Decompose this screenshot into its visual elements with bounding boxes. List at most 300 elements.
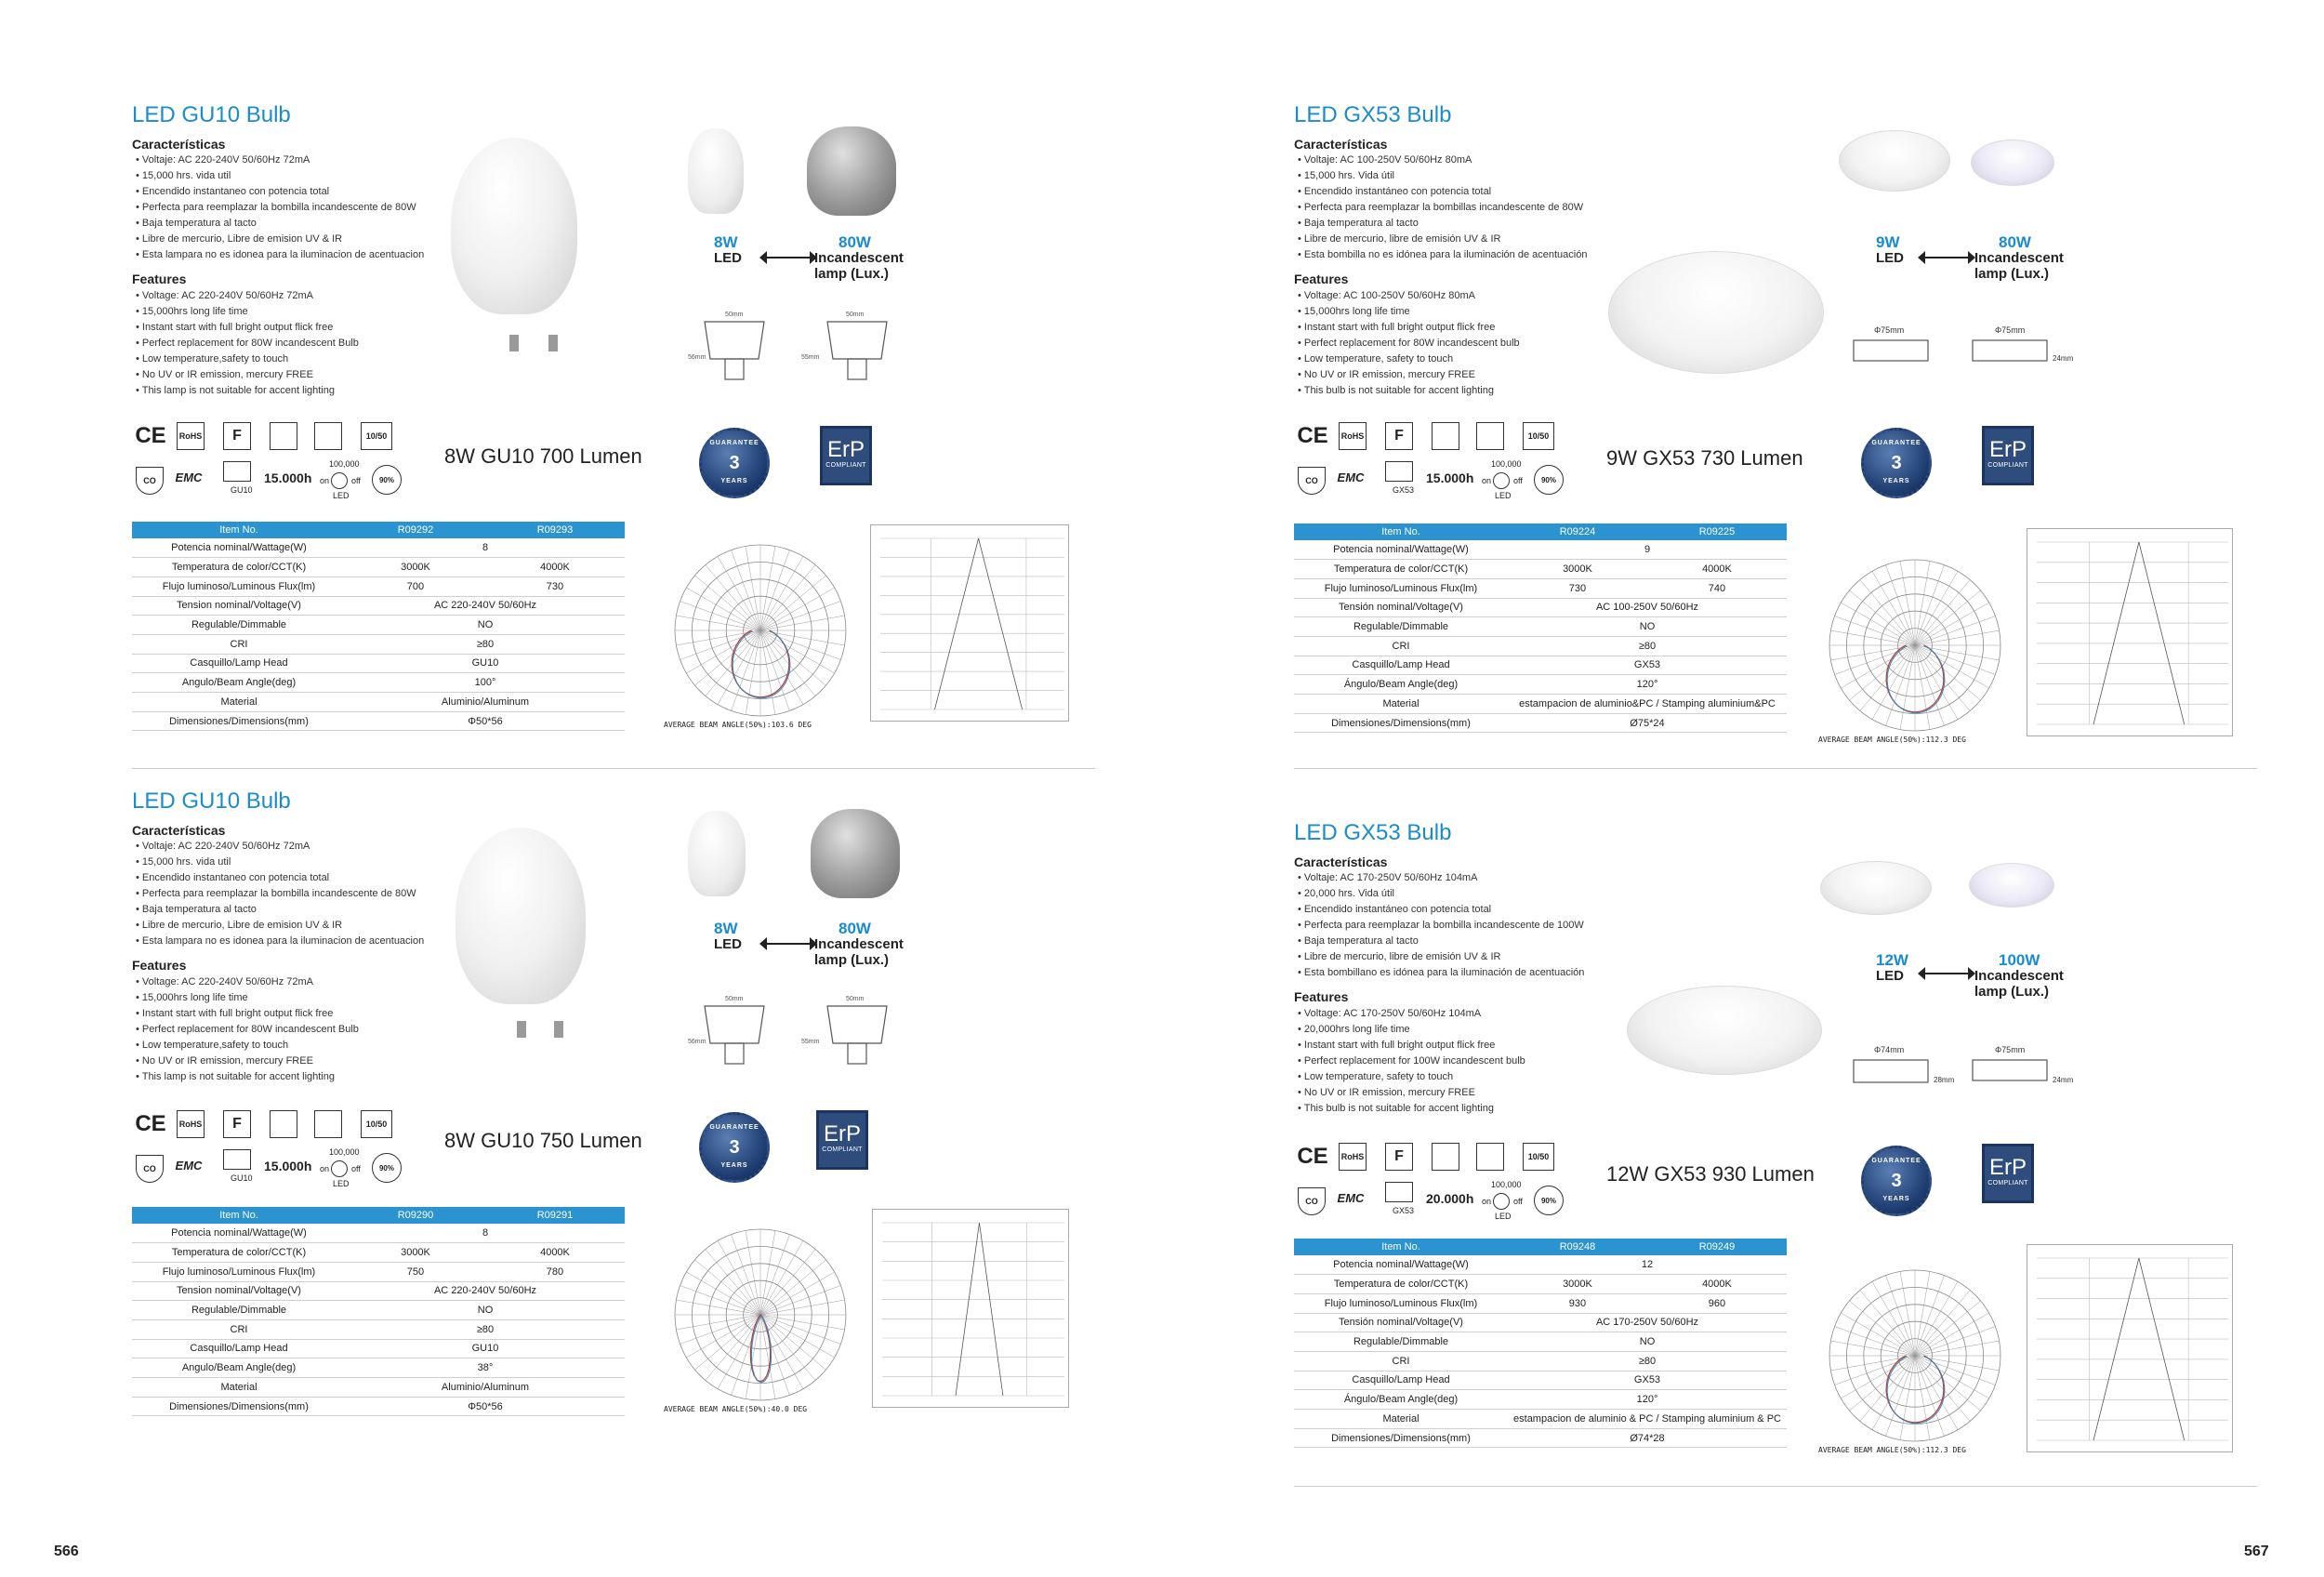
- inc-label: Incandescent: [814, 936, 904, 952]
- spec-value: AC 170-250V 50/60Hz: [1508, 1313, 1787, 1332]
- table-row: [132, 538, 625, 558]
- weee-bin-icon: [1476, 422, 1504, 450]
- spec-value: 700: [346, 576, 485, 596]
- feature-item: • Low temperature,safety to touch: [136, 1038, 359, 1054]
- guarantee-badge: [699, 1112, 770, 1183]
- feature-item: • Voltage: AC 220-240V 50/60Hz 72mA: [136, 974, 359, 990]
- features-heading: Features: [1294, 272, 1349, 286]
- model-name: 8W GU10 750 Lumen: [444, 1129, 642, 1152]
- caracteristicas-heading: Características: [132, 823, 226, 838]
- caracteristica-item: • Encendido instantaneo con potencia total: [136, 870, 424, 886]
- indoor-use-icon: [1432, 1143, 1459, 1171]
- model-name: 8W GU10 700 Lumen: [444, 444, 642, 468]
- feature-item: • Perfect replacement for 80W incandescent Bulb: [136, 336, 359, 351]
- spec-table: [132, 522, 625, 731]
- gu10-metal-photo: [807, 126, 896, 216]
- spec-value: 120°: [1508, 1390, 1787, 1410]
- average-beam-angle: AVERAGE BEAM ANGLE(50%):40.0 DEG: [664, 1405, 808, 1413]
- dim-label: 50mm: [725, 311, 744, 318]
- feature-item: • 20,000hrs long life time: [1298, 1022, 1525, 1038]
- inc-watt: 80W: [838, 233, 871, 251]
- incandescent-compare: [1974, 952, 2064, 1000]
- feature-item: • Perfect replacement for 100W incandescent bulb: [1298, 1054, 1525, 1069]
- erp-label: ErP: [823, 1121, 861, 1146]
- features-list: [136, 288, 359, 399]
- certification-icons: [1294, 1139, 1573, 1223]
- led-small-label: LED: [1495, 491, 1512, 500]
- spec-label: Temperatura de color/CCT(K): [1294, 1275, 1508, 1294]
- spec-value: AC 100-250V 50/60Hz: [1508, 598, 1787, 617]
- table-row: [1294, 1293, 1787, 1313]
- spec-label: Regulable/Dimmable: [132, 1301, 346, 1320]
- feature-item: • Instant start with full bright output flick free: [136, 1006, 359, 1022]
- features-heading: Features: [132, 272, 187, 286]
- spec-value: ≥80: [1508, 1351, 1787, 1371]
- co-icon: CO: [136, 467, 164, 495]
- spec-value: Ø75*24: [1508, 713, 1787, 733]
- power-on-off-icon: [331, 472, 348, 489]
- table-row: [1294, 598, 1787, 617]
- feature-item: • This lamp is not suitable for accent lighting: [136, 1069, 359, 1085]
- spec-label: Temperatura de color/CCT(K): [1294, 560, 1508, 579]
- spec-value: GU10: [346, 654, 625, 673]
- gu10-small-photo: [688, 128, 744, 214]
- spec-value: 100°: [346, 673, 625, 693]
- spec-value: Aluminio/Aluminum: [346, 1378, 625, 1398]
- table-row: [1294, 1371, 1787, 1390]
- gu10-pin: [509, 335, 519, 351]
- table-row: [1294, 1390, 1787, 1410]
- inc-lux: lamp (Lux.): [1974, 984, 2050, 1000]
- off-label: off: [1513, 476, 1523, 485]
- table-header-cell: R09248: [1508, 1239, 1647, 1255]
- spec-label: Dimensiones/Dimensions(mm): [1294, 713, 1508, 733]
- spec-label: Flujo luminoso/Luminous Flux(lm): [132, 1262, 346, 1281]
- table-row: [132, 1397, 625, 1416]
- features-heading: Features: [1294, 989, 1349, 1004]
- spec-label: Ángulo/Beam Angle(deg): [1294, 675, 1508, 695]
- badge-years: 3: [729, 1136, 740, 1158]
- caracteristica-item: • Encendido instantáneo con potencia total: [1298, 184, 1587, 200]
- spec-table: [1294, 1239, 1787, 1448]
- cycles-label: 100,000: [1491, 459, 1522, 469]
- features-list: [1298, 288, 1520, 399]
- table-header-cell: Item No.: [132, 1207, 346, 1224]
- spec-value: Aluminio/Aluminum: [346, 693, 625, 712]
- caracteristica-item: • Baja temperatura al tacto: [1298, 934, 1584, 949]
- compare-arrow: [764, 943, 812, 945]
- table-row: [132, 616, 625, 635]
- gu10-dimension-drawing: [688, 987, 911, 1084]
- on-label: on: [1482, 476, 1492, 485]
- base-icon: [223, 1149, 251, 1170]
- model-name: 9W GX53 730 Lumen: [1606, 446, 1803, 470]
- polar-light-distribution: [654, 526, 866, 733]
- co-icon: CO: [136, 1155, 164, 1183]
- inc-label: Incandescent: [814, 250, 904, 266]
- base-label: GU10: [231, 1173, 253, 1183]
- table-row: [132, 634, 625, 654]
- erp-compliant-badge: [820, 426, 872, 485]
- feature-item: • Instant start with full bright output flick free: [136, 320, 359, 336]
- table-header-cell: R09249: [1647, 1239, 1787, 1255]
- table-row: [1294, 1332, 1787, 1352]
- table-row: [1294, 578, 1787, 598]
- erp-compliant: COMPLIANT: [825, 462, 866, 469]
- ratio-icon: 10/50: [361, 422, 392, 450]
- erp-compliant: COMPLIANT: [1987, 1180, 2028, 1186]
- feature-item: • Instant start with full bright output flick free: [1298, 320, 1520, 336]
- base-icon: [1385, 1182, 1413, 1202]
- spec-value: AC 220-240V 50/60Hz: [346, 1281, 625, 1301]
- compare-arrow: [764, 257, 812, 258]
- incandescent-compare: [814, 234, 904, 282]
- caracteristica-item: • 15,000 hrs. vida util: [136, 168, 424, 184]
- caracteristica-item: • Esta lampara no es idonea para la iluminacion de acentuacion: [136, 247, 424, 263]
- cone-outline: [2093, 1258, 2185, 1440]
- spec-value: Ø74*28: [1508, 1428, 1787, 1448]
- emc-icon: EMC: [1337, 1190, 1365, 1205]
- table-row: [1294, 1275, 1787, 1294]
- weee-bin-icon: [314, 422, 342, 450]
- f-mark-icon: F: [1385, 422, 1413, 450]
- inc-lux: lamp (Lux.): [1974, 266, 2050, 282]
- caracteristica-item: • Baja temperatura al tacto: [136, 902, 424, 918]
- inc-watt: 80W: [1999, 233, 2031, 251]
- spec-value: estampacion de aluminio&PC / Stamping aluminium&PC: [1508, 695, 1787, 714]
- spec-label: Casquillo/Lamp Head: [1294, 1371, 1508, 1390]
- incandescent-compare: [1974, 234, 2064, 282]
- cycles-label: 100,000: [1491, 1180, 1522, 1189]
- lumen-maintenance-icon: 90%: [372, 465, 402, 495]
- spec-value: 4000K: [1647, 1275, 1787, 1294]
- table-row: [132, 576, 625, 596]
- base-label: GU10: [231, 485, 253, 495]
- spec-label: Tensión nominal/Voltage(V): [1294, 1313, 1508, 1332]
- table-row: [132, 673, 625, 693]
- table-row: [132, 1339, 625, 1358]
- spec-label: Material: [132, 693, 346, 712]
- ratio-icon: 10/50: [1523, 1143, 1554, 1171]
- dim-label: 56mm: [688, 354, 706, 361]
- feature-item: • No UV or IR emission, mercury FREE: [136, 1054, 359, 1069]
- spec-label: Material: [132, 1378, 346, 1398]
- led-small-label: LED: [333, 1179, 350, 1188]
- power-on-off-icon: [331, 1160, 348, 1177]
- polar-light-distribution: [1809, 1252, 2021, 1458]
- spec-table: [1294, 523, 1787, 733]
- spec-value: 3000K: [346, 558, 485, 577]
- feature-item: • Perfect replacement for 80W incandescent bulb: [1298, 336, 1520, 351]
- caracteristicas-list: [1298, 152, 1587, 263]
- spec-label: Regulable/Dimmable: [132, 616, 346, 635]
- page-number-right: 567: [2244, 1544, 2269, 1559]
- spec-label: Potencia nominal/Wattage(W): [132, 538, 346, 558]
- table-header-cell: Item No.: [132, 522, 346, 538]
- spec-value: Φ50*56: [346, 1397, 625, 1416]
- table-row: [132, 558, 625, 577]
- gx53-main-photo: [1608, 251, 1824, 374]
- table-row: [1294, 656, 1787, 675]
- off-label: off: [1513, 1197, 1523, 1206]
- badge-years-label: YEARS: [720, 1162, 748, 1169]
- table-row: [1294, 695, 1787, 714]
- caracteristica-item: • Encendido instantaneo con potencia total: [136, 184, 424, 200]
- feature-item: • This lamp is not suitable for accent lighting: [136, 383, 359, 399]
- rohs-icon: RoHS: [1339, 422, 1367, 450]
- feature-item: • Low temperature, safety to touch: [1298, 1069, 1525, 1085]
- spec-label: CRI: [1294, 636, 1508, 656]
- feature-item: • 15,000hrs long life time: [1298, 304, 1520, 320]
- spec-value: 3000K: [1508, 1275, 1647, 1294]
- spec-label: Potencia nominal/Wattage(W): [1294, 540, 1508, 560]
- lifetime-hours: 15.000h: [264, 1159, 312, 1173]
- led-small-label: LED: [1495, 1212, 1512, 1221]
- badge-years-label: YEARS: [1882, 1196, 1910, 1202]
- spec-value: ≥80: [346, 634, 625, 654]
- badge-years: 3: [1891, 1170, 1902, 1191]
- spec-label: Tension nominal/Voltage(V): [132, 596, 346, 616]
- lifetime-hours: 20.000h: [1426, 1191, 1474, 1206]
- spec-label: Ángulo/Beam Angle(deg): [1294, 1390, 1508, 1410]
- certification-icons: [1294, 418, 1573, 502]
- caracteristicas-heading: Características: [1294, 855, 1388, 869]
- erp-label: ErP: [1988, 437, 2027, 462]
- rohs-icon: RoHS: [177, 422, 205, 450]
- feature-item: • No UV or IR emission, mercury FREE: [1298, 1085, 1525, 1101]
- table-row: [132, 1301, 625, 1320]
- led-watt: 9W: [1876, 233, 1900, 251]
- f-mark-icon: F: [223, 422, 251, 450]
- spec-value: Φ50*56: [346, 711, 625, 731]
- caracteristica-item: • 15,000 hrs. vida util: [136, 855, 424, 870]
- erp-label: ErP: [826, 437, 865, 462]
- caracteristicas-heading: Características: [1294, 137, 1388, 152]
- indoor-use-icon: [270, 1110, 297, 1138]
- dim-label: 24mm: [2053, 1076, 2074, 1084]
- spec-label: Dimensiones/Dimensions(mm): [1294, 1428, 1508, 1448]
- caracteristica-item: • Encendido instantáneo con potencia total: [1298, 902, 1584, 918]
- erp-label: ErP: [1988, 1155, 2027, 1180]
- dim-label: 24mm: [2053, 354, 2074, 363]
- spec-label: Tension nominal/Voltage(V): [132, 1281, 346, 1301]
- average-beam-angle: AVERAGE BEAM ANGLE(50%):112.3 DEG: [1818, 1446, 1966, 1454]
- spec-value: 730: [485, 576, 625, 596]
- spec-value: 3000K: [1508, 560, 1647, 579]
- illuminance-cone-chart: [870, 524, 1069, 722]
- features-heading: Features: [132, 958, 187, 973]
- emc-icon: EMC: [175, 470, 203, 484]
- spec-value: ≥80: [1508, 636, 1787, 656]
- table-header-row: [132, 522, 625, 538]
- table-row: [132, 1319, 625, 1339]
- spec-value: estampacion de aluminio & PC / Stamping aluminium & PC: [1508, 1410, 1787, 1429]
- spec-value: ≥80: [346, 1319, 625, 1339]
- compare-arrow: [1922, 257, 1971, 258]
- feature-item: • Voltage: AC 100-250V 50/60Hz 80mA: [1298, 288, 1520, 304]
- certification-icons: [132, 1107, 411, 1190]
- table-row: [1294, 1428, 1787, 1448]
- indoor-use-icon: [1432, 422, 1459, 450]
- guarantee-badge: [1861, 1146, 1932, 1216]
- led-watt: 8W: [714, 233, 738, 251]
- badge-years: 3: [1891, 452, 1902, 473]
- erp-compliant-badge: [816, 1110, 868, 1170]
- power-on-off-icon: [1493, 1193, 1510, 1210]
- erp-compliant: COMPLIANT: [1987, 462, 2028, 469]
- spec-value: 8: [346, 538, 625, 558]
- inc-watt: 100W: [1999, 951, 2040, 969]
- polar-light-distribution: [1809, 541, 2021, 748]
- product-title: LED GX53 Bulb: [1294, 102, 1452, 127]
- cycles-label: 100,000: [329, 1147, 360, 1157]
- led-compare: [714, 234, 742, 266]
- illuminance-cone-chart: [2027, 528, 2233, 736]
- inc-label: Incandescent: [1974, 968, 2064, 984]
- table-row: [132, 1378, 625, 1398]
- table-row: [1294, 1351, 1787, 1371]
- caracteristicas-list: [136, 839, 424, 949]
- weee-bin-icon: [1476, 1143, 1504, 1171]
- spec-label: CRI: [1294, 1351, 1508, 1371]
- ce-mark-icon: CE: [135, 423, 166, 448]
- led-label: LED: [714, 936, 742, 952]
- caracteristicas-list: [136, 152, 424, 263]
- spec-value: 750: [346, 1262, 485, 1281]
- spec-label: Casquillo/Lamp Head: [132, 654, 346, 673]
- badge-text: GUARANTEE: [1871, 1158, 1921, 1164]
- spec-label: Regulable/Dimmable: [1294, 617, 1508, 637]
- table-header-cell: Item No.: [1294, 1239, 1508, 1255]
- on-label: on: [1482, 1197, 1492, 1206]
- average-beam-angle: AVERAGE BEAM ANGLE(50%):103.6 DEG: [664, 721, 812, 729]
- ce-mark-icon: CE: [135, 1111, 166, 1136]
- product-title: LED GU10 Bulb: [132, 102, 291, 127]
- table-row: [1294, 540, 1787, 560]
- average-beam-angle: AVERAGE BEAM ANGLE(50%):112.3 DEG: [1818, 735, 1966, 744]
- table-row: [132, 654, 625, 673]
- spec-value: 3000K: [346, 1243, 485, 1263]
- table-row: [1294, 713, 1787, 733]
- rohs-icon: RoHS: [1339, 1143, 1367, 1171]
- dim-label: 50mm: [725, 996, 744, 1002]
- spec-table: [132, 1207, 625, 1416]
- lumen-maintenance-icon: 90%: [1534, 465, 1564, 495]
- badge-text: GUARANTEE: [709, 440, 759, 446]
- certification-icons: [132, 418, 411, 502]
- cycles-label: 100,000: [329, 459, 360, 469]
- compare-arrow: [1922, 973, 1971, 974]
- caracteristica-item: • Perfecta para reemplazar la bombillas incandescente de 80W: [1298, 200, 1587, 216]
- spec-label: CRI: [132, 634, 346, 654]
- table-row: [1294, 560, 1787, 579]
- caracteristica-item: • Libre de mercurio, libre de emisión UV & IR: [1298, 949, 1584, 965]
- co-icon: CO: [1298, 467, 1326, 495]
- spec-value: GX53: [1508, 1371, 1787, 1390]
- spec-value: NO: [346, 616, 625, 635]
- caracteristica-item: • Perfecta para reemplazar la bombilla incandescente de 80W: [136, 886, 424, 902]
- cone-outline: [956, 1223, 1003, 1396]
- spec-value: 8: [346, 1224, 625, 1243]
- gu10-pin: [517, 1021, 526, 1038]
- caracteristica-item: • Voltaje: AC 220-240V 50/60Hz 72mA: [136, 152, 424, 168]
- caracteristica-item: • 15,000 hrs. Vida útil: [1298, 168, 1587, 184]
- inc-lux: lamp (Lux.): [814, 266, 890, 282]
- erp-compliant: COMPLIANT: [822, 1146, 863, 1153]
- dim-label: 28mm: [1934, 1076, 1955, 1084]
- power-on-off-icon: [1493, 472, 1510, 489]
- dim-label: Φ75mm: [1995, 1045, 2026, 1054]
- weee-bin-icon: [314, 1110, 342, 1138]
- spec-label: Potencia nominal/Wattage(W): [1294, 1255, 1508, 1275]
- dim-label: 50mm: [846, 311, 865, 318]
- table-row: [1294, 675, 1787, 695]
- spec-value: 930: [1508, 1293, 1647, 1313]
- table-header-cell: R09292: [346, 522, 485, 538]
- badge-years: 3: [729, 452, 740, 473]
- table-row: [132, 596, 625, 616]
- feature-item: • Perfect replacement for 80W incandescent Bulb: [136, 1022, 359, 1038]
- product-title: LED GU10 Bulb: [132, 788, 291, 814]
- gu10-small-photo: [688, 811, 746, 896]
- spec-label: Flujo luminoso/Luminous Flux(lm): [1294, 1293, 1508, 1313]
- spec-label: Dimensiones/Dimensions(mm): [132, 711, 346, 731]
- gx53-top-photo: [1820, 861, 1932, 915]
- lifetime-hours: 15.000h: [1426, 470, 1474, 485]
- feature-item: • Voltage: AC 170-250V 50/60Hz 104mA: [1298, 1006, 1525, 1022]
- led-label: LED: [714, 250, 742, 266]
- spec-label: Material: [1294, 1410, 1508, 1429]
- gx53-dimension-drawing: [1846, 324, 2074, 379]
- dim-label: 50mm: [846, 996, 865, 1002]
- table-row: [132, 711, 625, 731]
- feature-item: • Voltage: AC 220-240V 50/60Hz 72mA: [136, 288, 359, 304]
- led-watt: 8W: [714, 920, 738, 937]
- led-label: LED: [1876, 968, 1904, 984]
- spec-value: 38°: [346, 1358, 625, 1378]
- gu10-main-photo: [456, 828, 586, 1004]
- feature-item: • No UV or IR emission, mercury FREE: [1298, 367, 1520, 383]
- spec-label: Angulo/Beam Angle(deg): [132, 673, 346, 693]
- erp-compliant-badge: [1982, 426, 2034, 485]
- table-row: [1294, 1410, 1787, 1429]
- cone-outline: [2093, 542, 2185, 724]
- spec-label: Regulable/Dimmable: [1294, 1332, 1508, 1352]
- table-row: [132, 1358, 625, 1378]
- gu10-main-photo: [451, 138, 577, 314]
- dim-label: 55mm: [801, 1039, 820, 1045]
- spec-value: 120°: [1508, 675, 1787, 695]
- ratio-icon: 10/50: [1523, 422, 1554, 450]
- spec-value: 9: [1508, 540, 1787, 560]
- guarantee-badge: [699, 428, 770, 498]
- f-mark-icon: F: [223, 1110, 251, 1138]
- features-list: [136, 974, 359, 1085]
- table-header-row: [1294, 523, 1787, 540]
- lumen-maintenance-icon: 90%: [1534, 1186, 1564, 1215]
- table-header-cell: Item No.: [1294, 523, 1508, 540]
- table-row: [1294, 1255, 1787, 1275]
- dim-label: 56mm: [688, 1039, 706, 1045]
- spec-label: Material: [1294, 695, 1508, 714]
- caracteristica-item: • Voltaje: AC 220-240V 50/60Hz 72mA: [136, 839, 424, 855]
- erp-compliant-badge: [1982, 1144, 2034, 1203]
- spec-label: Angulo/Beam Angle(deg): [132, 1358, 346, 1378]
- gx53-top-photo: [1839, 130, 1950, 192]
- caracteristicas-heading: Características: [132, 137, 226, 152]
- gx53-purple-photo: [1969, 863, 2054, 908]
- caracteristica-item: • Baja temperatura al tacto: [136, 216, 424, 232]
